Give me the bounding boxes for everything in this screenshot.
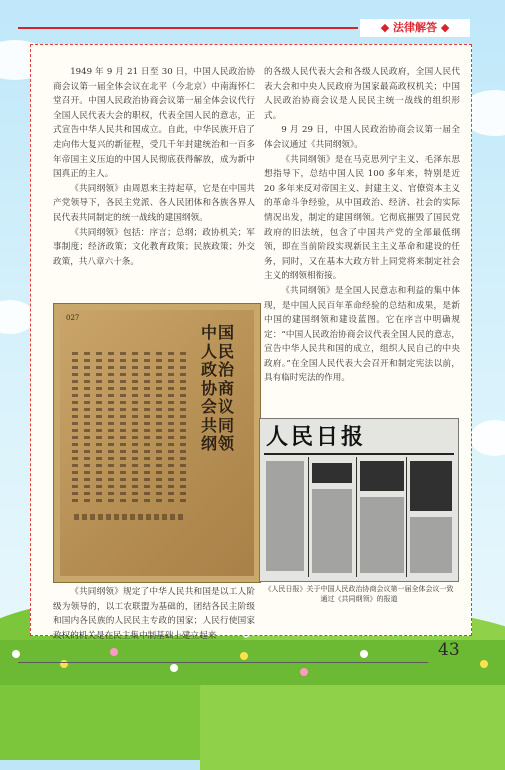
article-text-block [410,517,452,573]
headline-block [360,461,404,491]
flower-decoration [240,652,248,660]
flower-decoration [300,668,308,676]
flower-decoration [170,664,178,672]
masthead-rule [264,453,454,455]
document-text-column [84,352,90,502]
newspaper-masthead: 人民日报 [266,424,367,450]
paragraph: 《共同纲领》是全国人民意志和利益的集中体现，是中国人民百年革命经验的总结和成果，是新中国的建国纲领和建设蓝图。它在序言中明确规定：“中国人民政治协商会议代表全国人民的意志，宣告中华人民共和国的成立，组织人民自己的中央政府。”在全国人民代表大会召开和制定宪法以前，具有临时宪法的作用。 [264,285,460,384]
document-text-column [120,352,126,502]
document-text-column [156,352,162,502]
headline-block [312,463,352,483]
flower-decoration [480,660,488,668]
document-text-column [180,352,186,502]
document-title: 中国人民政治协商会议共同纲领 [200,323,235,453]
paragraph: 《共同纲领》包括：序言；总纲；政协机关；军事制度；经济政策；文化教育政策；民族政策；外交政策，共八章六十条。 [53,227,255,267]
paragraph: 《共同纲领》由周恩来主持起草，它是在中国共产党领导下，各民主党派、各人民团体和各族各界人民代表共同制定的统一战线的建国纲领。 [53,183,255,223]
document-page-mark: 027 [66,314,80,322]
article-text-block [266,461,304,571]
document-text-column [72,352,78,502]
page-number: 43 [438,640,460,660]
footer-rule [18,662,428,663]
left-column [53,65,255,269]
headline-block [410,461,452,511]
column-divider [356,457,357,577]
document-text-column [168,352,174,502]
column-divider [308,457,309,577]
paragraph: 《共同纲领》是在马克思列宁主义、毛泽东思想指导下，总结中国人民 100 多年来，特别是近 20 多年来反对帝国主义、封建主义、官僚资本主义的革命斗争经验，从中国政治、经济、社会的实际情况出发，制定的建国纲领。它彻底摧毁了国民党政府的旧法统，包含了中国共产党的全部最低纲领，即在当前阶段实现新民主主义革命和建设的任务，同时，又在基本大政方针上同党将来制定社会主义的纲领相衔接。 [264,154,460,282]
document-text-column [144,352,150,502]
paragraph: 《共同纲领》规定了中华人民共和国是以工人阶级为领导的，以工农联盟为基础的，团结各民主阶级和国内各民族的人民民主专政的国家；人民行使国家政权的机关是在民主集中制基础上建立起来 [53,587,255,641]
flower-decoration [12,650,20,658]
left-bottom-column [53,585,255,643]
section-tag: ◆ 法律解答 ◆ [360,19,470,37]
right-column [264,65,460,386]
article-text-block [360,497,404,573]
flower-decoration [360,650,368,658]
newspaper-caption: 《人民日报》关于中国人民政治协商会议第一届全体会议一致通过《共同纲领》的报道 [264,585,454,603]
peoples-daily-newspaper-photo [259,418,459,582]
paragraph: 9 月 29 日，中国人民政治协商会议第一届全体会议通过《共同纲领》。 [264,125,460,150]
column-divider [406,457,407,577]
header-rule [18,27,358,29]
document-text-column [108,352,114,502]
article-text-block [312,489,352,573]
document-footer-text [74,514,184,520]
paragraph: 1949 年 9 月 21 日至 30 日，中国人民政治协商会议第一届全体会议在北平（今北京）中南海怀仁堂召开。中国人民政治协商会议第一届全体会议代行全国人民代表大会的职权，代表全国人民的意志，正式宣告中华人民共和国成立。自此，中华民族开启了走向伟大复兴的新征程，受几千年封建统治和一百多年帝国主义压迫的中国人民彻底获得解放，成为新中国真正的主人。 [53,67,255,180]
document-text-column [132,352,138,502]
common-program-document-photo [53,303,261,583]
paragraph: 的各级人民代表大会和各级人民政府，全国人民代表大会和中央人民政府为国家最高政权机关；中国人民政治协商会议是人民民主统一战线的组织形式。 [264,67,460,121]
flower-decoration [110,648,118,656]
document-text-column [96,352,102,502]
